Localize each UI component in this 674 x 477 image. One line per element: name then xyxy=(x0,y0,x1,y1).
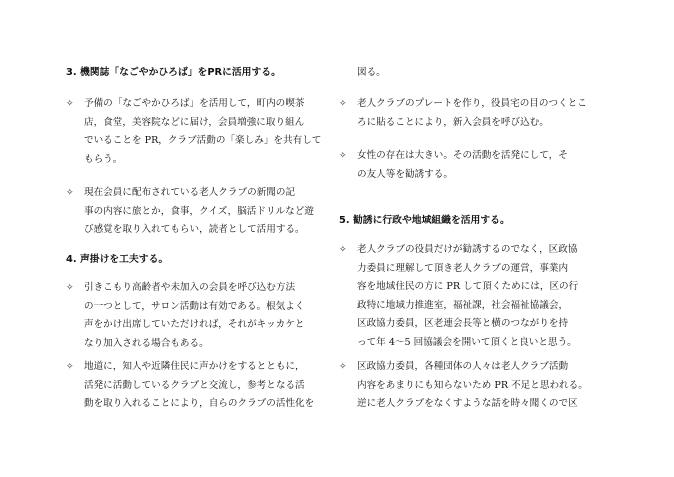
paragraph-line: 現在会員に配布されている老人クラブの新聞の記 xyxy=(84,187,296,198)
diamond-bullet-icon: ✧ xyxy=(66,362,74,372)
paragraph-line: の友人等を勧誘する。 xyxy=(357,168,453,180)
paragraph-line: 区政協力委員，各種団体の人々は老人クラブ活動 xyxy=(357,361,569,372)
paragraph-line: 動を取り入れることにより，自らのクラブの活性化を xyxy=(84,398,315,409)
section-3-number: 3. xyxy=(66,67,77,78)
section-3-heading xyxy=(66,66,281,80)
paragraph-line: 逆に老人クラブをなくすような話を時々聞くので区 xyxy=(357,398,578,409)
section-5-title: 勧誘に行政や地域組織を活用する。 xyxy=(353,215,510,226)
paragraph-line: って年 4～5 回協議会を開いて頂くと良いと思う。 xyxy=(357,336,577,348)
paragraph-line: 区政協力委員，区老連会長等と横のつながりを持 xyxy=(357,318,569,329)
diamond-bullet-icon: ✧ xyxy=(339,362,347,372)
paragraph-line: 店，食堂，美容院などに届け，会員増強に取り組ん xyxy=(84,116,305,128)
paragraph-line: 引きこもり高齢者や未加入の会員を呼び込む方法 xyxy=(84,282,296,293)
section-3-title: 機関誌「なごやかひろば」をPRに活用する。 xyxy=(80,67,281,78)
paragraph-line: 予備の「なごやかひろば」を活用して，町内の喫茶 xyxy=(84,98,305,109)
diamond-bullet-icon: ✧ xyxy=(66,188,74,198)
paragraph-line: 女性の存在は大きい。その活動を活発にして，そ xyxy=(357,150,568,161)
diamond-bullet-icon: ✧ xyxy=(339,245,347,255)
paragraph-line: び感覚を取り入れてもらい，読者として活用する。 xyxy=(84,224,305,235)
paragraph-line: ろに貼ることにより，新入会員を呼び込む。 xyxy=(357,116,549,128)
section-4-heading xyxy=(66,253,168,267)
paragraph-line: なり加入される場合もある。 xyxy=(84,337,209,349)
paragraph-line: の一つとして，サロン活動は有効である。根気よく xyxy=(84,300,305,312)
paragraph-line: 容を地域住民の方に PR して頂くためには，区の行 xyxy=(357,281,579,292)
paragraph-line: 力委員に理解して頂き老人クラブの運営，事業内 xyxy=(357,262,569,274)
paragraph-line: 老人クラブのプレートを作り，役員宅の目のつくとこ xyxy=(357,98,587,109)
paragraph-line: 地道に，知人や近隣住民に声かけをするとともに， xyxy=(84,361,305,372)
paragraph-line: 老人クラブの役員だけが勧誘するのでなく，区政協 xyxy=(357,244,578,255)
diamond-bullet-icon: ✧ xyxy=(66,283,74,293)
paragraph-line: 政特に地域力推進室，福祉課，社会福祉協議会， xyxy=(357,299,569,311)
diamond-bullet-icon: ✧ xyxy=(339,99,347,109)
section-4-number: 4. xyxy=(66,254,77,265)
paragraph-line: 内容をあまりにも知らないため PR 不足と思われる。 xyxy=(357,379,588,391)
paragraph-line: 事の内容に旅とか，食事，クイズ，脳活ドリルなど遊 xyxy=(84,205,314,217)
section-5-heading xyxy=(339,214,510,228)
diamond-bullet-icon: ✧ xyxy=(339,151,347,161)
paragraph-line: 活発に活動しているクラブと交流し，参考となる活 xyxy=(84,379,305,391)
section-5-number: 5. xyxy=(339,215,350,226)
continuation-text: 図る。 xyxy=(357,67,386,78)
diamond-bullet-icon: ✧ xyxy=(66,99,74,109)
paragraph-line: 声をかけ出席していただければ，それがキッカケと xyxy=(84,319,305,330)
section-4-title: 声掛けを工夫する。 xyxy=(80,254,169,265)
paragraph-line: でいることを PR，クラブ活動の「楽しみ」を共有して xyxy=(84,135,322,146)
paragraph-line: もらう。 xyxy=(84,153,123,165)
